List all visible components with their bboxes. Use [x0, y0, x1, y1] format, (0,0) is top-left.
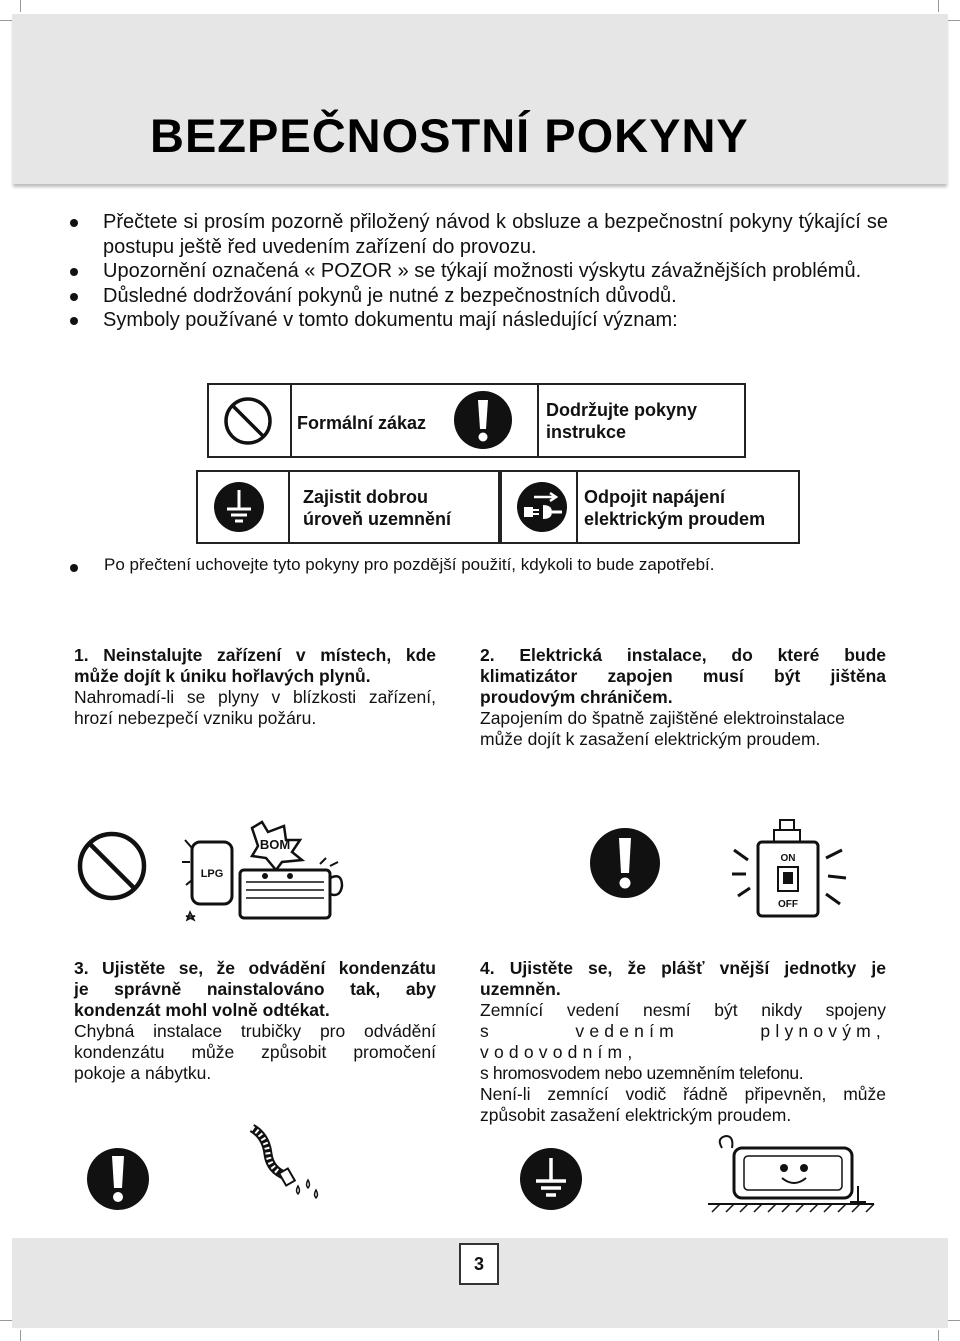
- grounded-unit-illustration: [708, 1136, 874, 1216]
- prohibition-icon: [76, 830, 148, 902]
- divider: [537, 385, 539, 456]
- exclamation-icon: [448, 388, 518, 452]
- ground-label: Zajistit dobrou úroveň uzemnění: [303, 487, 452, 529]
- off-label: OFF: [778, 899, 798, 910]
- section-heading: proudovým chráničem.: [480, 687, 673, 707]
- section-heading: 1. Neinstalujte zařízení v místech, kde: [74, 645, 436, 665]
- circuit-breaker-illustration: [730, 820, 880, 920]
- divider: [576, 472, 578, 542]
- section-3: [74, 958, 436, 1084]
- prohibition-icon: [220, 395, 276, 447]
- section-heading: klimatizátor zapojen musí být jištěna: [480, 666, 886, 686]
- section-heading: 4. Ujistěte se, že plášť vnější jednotky je: [480, 958, 886, 978]
- page-title: BEZPEČNOSTNÍ POKYNY: [150, 109, 749, 162]
- crop-mark: [948, 1320, 960, 1321]
- intro-bullet-list: [70, 210, 888, 333]
- exclamation-icon: [85, 1146, 151, 1212]
- gas-leak-illustration: [180, 820, 345, 930]
- drain-hose-illustration: [246, 1126, 326, 1202]
- section-heading: je správně nainstalováno tak, aby: [74, 979, 436, 999]
- section-body: Není-li zemnící vodič řádně připevněn, může: [480, 1084, 886, 1104]
- section-1: [74, 645, 436, 729]
- ground-icon: [210, 481, 268, 533]
- section-body: s vedením plynovým, vodovodním,: [480, 1021, 886, 1062]
- section-body: může dojít k zasažení elektrickým proudem.: [480, 729, 821, 749]
- section-body: pokoje a nábytku.: [74, 1063, 212, 1083]
- bullet-icon: [70, 317, 78, 325]
- section-2: [480, 645, 886, 750]
- section-body: Nahromadí-li se plyny v blízkosti zařízení,: [74, 687, 436, 707]
- section-body: hrozí nebezpečí vzniku požáru.: [74, 708, 317, 728]
- section-body: Chybná instalace trubičky pro odvádění: [74, 1021, 436, 1041]
- unplug-icon: [512, 481, 572, 533]
- divider: [288, 472, 290, 542]
- crop-mark: [938, 1330, 939, 1341]
- bom-label: BOM: [259, 837, 291, 852]
- bullet-icon: [70, 268, 78, 276]
- section-heading: kondenzát mohl volně odtékat.: [74, 1000, 330, 1020]
- ground-icon: [518, 1146, 584, 1212]
- instruction-label: Dodržujte pokyny instrukce: [546, 400, 698, 442]
- lpg-label: LPG: [200, 868, 224, 880]
- section-body: Zemnící vedení nesmí být nikdy spojeny: [480, 1000, 886, 1020]
- intro-bullet: Upozornění označená « POZOR » se týkají možnosti výskytu závažnějších problémů.: [70, 259, 888, 284]
- crop-mark: [0, 20, 12, 21]
- crop-mark: [938, 0, 939, 12]
- crop-mark: [948, 20, 960, 21]
- exclamation-icon: [588, 826, 662, 900]
- section-heading: může dojít k úniku hořlavých plynů.: [74, 666, 371, 686]
- section-heading: 2. Elektrická instalace, do které bude: [480, 645, 886, 665]
- section-heading: 3. Ujistěte se, že odvádění kondenzátu: [74, 958, 436, 978]
- section-body: Zapojením do špatně zajištěné elektroinstalace: [480, 708, 845, 728]
- section-heading: uzemněn.: [480, 979, 561, 999]
- intro-bullet: Důsledné dodržování pokynů je nutné z bezpečnostních důvodů.: [70, 284, 888, 309]
- crop-mark: [0, 1320, 12, 1321]
- crop-mark: [20, 0, 21, 12]
- bullet-icon: [70, 219, 78, 227]
- section-body: s hromosvodem nebo uzemněním telefonu.: [480, 1063, 804, 1083]
- bullet-icon: [70, 293, 78, 301]
- bullet-icon: [70, 564, 78, 572]
- unplug-label: Odpojit napájení elektrickým proudem: [584, 487, 766, 529]
- section-body: kondenzátu může způsobit promočení: [74, 1042, 436, 1062]
- prohibition-label: Formální zákaz: [297, 413, 427, 433]
- intro-bullet: Přečtete si prosím pozorně přiložený návod k obsluze a bezpečnostní pokyny týkající se postupu ještě řed uvedením zařízení do provozu.: [70, 210, 888, 259]
- on-label: ON: [780, 853, 796, 864]
- section-4: [480, 958, 886, 1126]
- section-body: způsobit zasažení elektrickým proudem.: [480, 1105, 792, 1125]
- crop-mark: [20, 1330, 21, 1341]
- page-number: 3: [459, 1243, 499, 1285]
- divider: [290, 385, 292, 456]
- intro-bullet: Symboly používané v tomto dokumentu mají následující význam:: [70, 308, 888, 333]
